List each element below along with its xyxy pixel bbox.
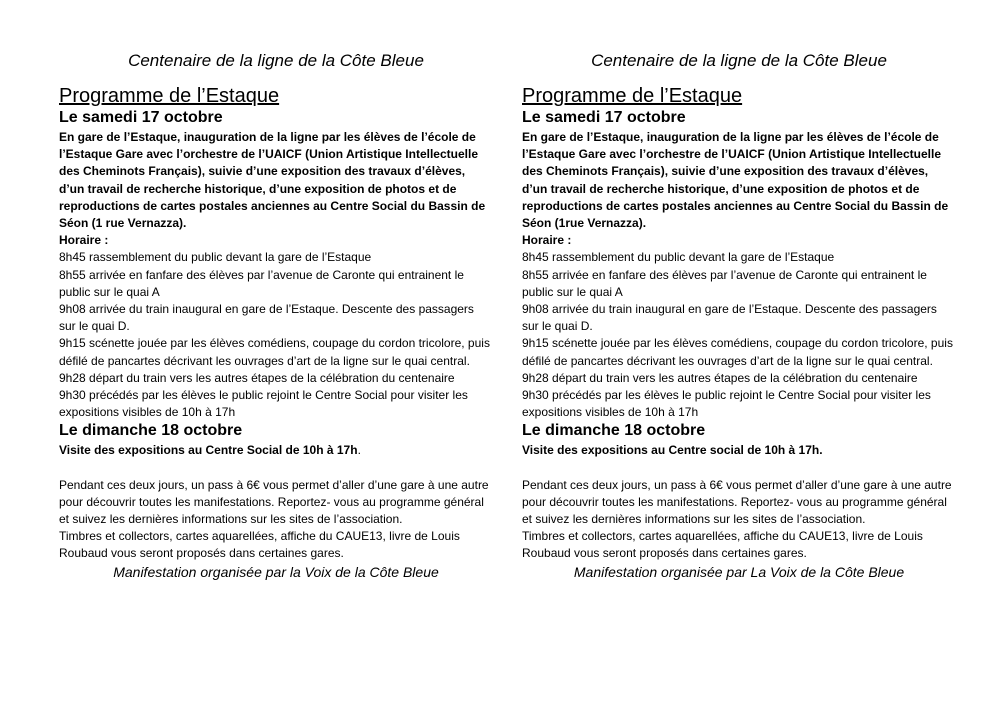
sunday-text: Visite des expositions au Centre Social de 10h à 17h xyxy=(59,443,358,458)
sunday-text: Visite des expositions au Centre social de 10h à 17h. xyxy=(522,443,823,458)
organizer-footer: Manifestation organisée par la Voix de la Côte Bleue xyxy=(113,563,439,580)
sunday-heading: Le dimanche 18 octobre xyxy=(522,422,706,440)
spacer xyxy=(522,460,956,477)
schedule-item: 9h28 départ du train vers les autres étapes de la célébration du centenaire xyxy=(59,370,455,385)
saturday-heading: Le samedi 17 octobre xyxy=(522,109,686,126)
schedule-label: Horaire : xyxy=(522,233,572,248)
spacer xyxy=(59,460,493,477)
pass-text: Pendant ces deux jours, un pass à 6€ vous permet d’aller d’une gare à une autre pour découvrir toutes les manifestations. Reportez- vous au programme général et suivez les dernières informations sur les sites de l’association. xyxy=(59,477,489,527)
schedule-item: 9h08 arrivée du train inaugural en gare de l’Estaque. Descente des passagers sur le quai D. xyxy=(59,302,474,334)
schedule-item: 9h15 scénette jouée par les élèves comédiens, coupage du cordon tricolore, puis défilé de pancartes décrivant les ouvrages d’art de la ligne sur le quai central. xyxy=(522,336,953,368)
flyer-right xyxy=(522,50,956,582)
schedule-item: 9h15 scénette jouée par les élèves comédiens, coupage du cordon tricolore, puis défilé de pancartes décrivant les ouvrages d’art de la ligne sur le quai central. xyxy=(59,336,490,368)
sunday-heading: Le dimanche 18 octobre xyxy=(59,422,243,440)
sunday-text-line xyxy=(522,442,956,459)
pass-text: Pendant ces deux jours, un pass à 6€ vous permet d’aller d’une gare à une autre pour découvrir toutes les manifestations. Reportez- vous au programme général et suivez les dernières informations sur les sites de l’association. xyxy=(522,477,952,527)
sunday-text-line xyxy=(59,442,493,459)
schedule-label: Horaire : xyxy=(59,233,109,248)
schedule-item: 9h30 précédés par les élèves le public rejoint le Centre Social pour visiter les expositions visibles de 10h à 17h xyxy=(522,388,931,420)
flyer-title: Centenaire de la ligne de la Côte Bleue xyxy=(128,51,424,70)
schedule-item: 9h08 arrivée du train inaugural en gare de l’Estaque. Descente des passagers sur le quai D. xyxy=(522,302,937,334)
schedule-item: 8h55 arrivée en fanfare des élèves par l’avenue de Caronte qui entrainent le public sur le quai A xyxy=(522,267,927,299)
goodies-text: Timbres et collectors, cartes aquarellées, affiche du CAUE13, livre de Louis Roubaud vous seront proposés dans certaines gares. xyxy=(59,529,460,561)
saturday-intro: En gare de l’Estaque, inauguration de la ligne par les élèves de l’école de l’Estaque Gare avec l’orchestre de l’UAICF (Union Artistique Intellectuelle des Cheminots Français), suivie d’une exposition des travaux d’élèves, d’un travail de recherche historique, d’une exposition de photos et de reproductions de cartes postales anciennes au Centre Social du Bassin de Séon (1 rue Vernazza). xyxy=(59,130,486,231)
schedule-item: 8h45 rassemblement du public devant la gare de l’Estaque xyxy=(59,250,372,265)
sunday-text-suffix: . xyxy=(357,443,361,458)
goodies-text: Timbres et collectors, cartes aquarellées, affiche du CAUE13, livre de Louis Roubaud vous seront proposés dans certaines gares. xyxy=(522,529,923,561)
organizer-footer: Manifestation organisée par La Voix de la Côte Bleue xyxy=(573,563,905,580)
saturday-intro: En gare de l’Estaque, inauguration de la ligne par les élèves de l’école de l’Estaque Gare avec l’orchestre de l’UAICF (Union Artistique Intellectuelle des Cheminots Français), suivie d’une exposition des travaux d’élèves, d’un travail de recherche historique, d’une exposition de photos et de reproductions de cartes postales anciennes au Centre Social du Bassin de Séon (1rue Vernazza). xyxy=(522,130,949,231)
schedule-item: 8h55 arrivée en fanfare des élèves par l’avenue de Caronte qui entrainent le public sur le quai A xyxy=(59,267,464,299)
schedule-item: 9h28 départ du train vers les autres étapes de la célébration du centenaire xyxy=(522,370,918,385)
programme-heading: Programme de l’Estaque xyxy=(59,85,280,107)
schedule-item: 9h30 précédés par les élèves le public rejoint le Centre Social pour visiter les expositions visibles de 10h à 17h xyxy=(59,388,468,420)
flyer-left xyxy=(59,50,493,582)
saturday-heading: Le samedi 17 octobre xyxy=(59,109,223,126)
programme-heading: Programme de l’Estaque xyxy=(522,85,743,107)
schedule-item: 8h45 rassemblement du public devant la gare de l’Estaque xyxy=(522,250,835,265)
flyer-title: Centenaire de la ligne de la Côte Bleue xyxy=(591,51,887,70)
